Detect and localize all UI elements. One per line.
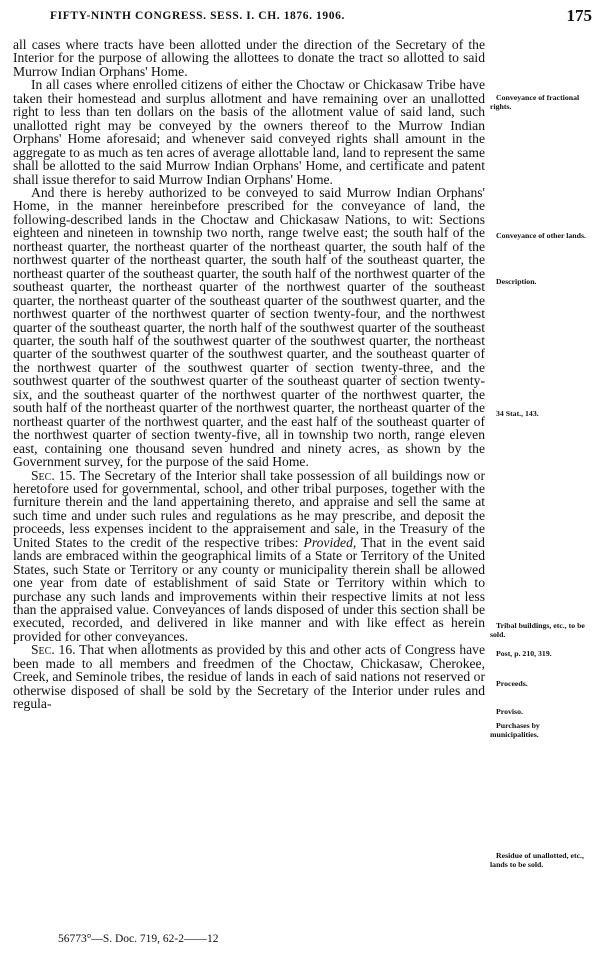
margin-note-tribal-buildings: Tribal buildings, etc., to be sold. <box>490 621 585 639</box>
margin-note-other-lands: Conveyance of other lands. <box>496 231 586 240</box>
margin-note-fractional-rights: Conveyance of fractional rights. <box>490 93 580 111</box>
paragraph-1: all cases where tracts have been allotted under the direction of the Secretary of the Interior for the purpose of allowing the allottees to donate the tract so allotted to said Murrow Indian Orphans' Home. <box>13 37 485 79</box>
running-head: FIFTY-NINTH CONGRESS. SESS. I. CH. 1876. 1906. <box>50 10 345 22</box>
margin-note-post-ref: Post, p. 210, 319. <box>496 649 552 658</box>
section-15-proviso-text: That in the event said lands are embraced within the geographical limits of a State or Territory of the United States, such State or Territory or any county or municipality therein shall be allowed one year from date of establishment of said State or Territory within which to purchase any such lands and improvements within their respective limits at not less than the appraised value. Conveyances of lands disposed of under this section shall be executed, recorded, and delivered in like manner and with like effect as herein provided for other conveyances. <box>13 534 485 644</box>
proviso-word: Provided, <box>303 534 357 550</box>
margin-note-proviso: Proviso. <box>496 707 523 716</box>
margin-note-stat-ref: 34 Stat., 143. <box>496 409 539 418</box>
footer-code: 56773°—S. Doc. 719, 62-2——12 <box>58 933 219 945</box>
margin-note-municipalities: Purchases by municipalities. <box>490 721 540 739</box>
statute-text <box>13 38 485 711</box>
section-16 <box>13 643 485 710</box>
paragraph-3: And there is hereby authorized to be conveyed to said Murrow Indian Orphans' Home, in the manner hereinbefore prescribed for the conveyance of land, the following-described lands in the Choctaw and Chickasaw Nations, to wit: Sections eighteen and nineteen in township two north, range twelve east; the south half of the northeast quarter, the northeast quarter of the northeast quarter, the south half of the northwest quarter of the northeast quarter, the south half of the southeast quarter, the northeast quarter of the southeast quarter, the south half of the northwest quarter of the southeast quarter, the northeast quarter of the northwest quarter of the southeast quarter, the northeast quarter of the southeast quarter of the southwest quarter, and the northwest quarter of the northwest quarter of section twenty-four, and the northwest quarter of the southeast quarter, the north half of the southwest quarter of the southeast quarter, the south half of the southwest quarter of the southwest quarter, the northeast quarter of the southwest quarter of the southwest quarter, and the southeast quarter of the northwest quarter of the southwest quarter of section twenty-three, and the southwest quarter of the southwest quarter of the southeast quarter of section twenty-six, and the southeast quarter of the northwest quarter of the northwest quarter, the south half of the northeast quarter of the northwest quarter, the northeast quarter of the northeast quarter of the northwest quarter, and the east half of the southeast quarter of the northwest quarter of section twenty-five, all in township two north, range eleven east, containing one thousand seven hundred and ninety acres, as shown by the Government survey, for the purpose of the said Home. <box>13 184 485 470</box>
page-number: 175 <box>566 6 592 25</box>
margin-note-residue: Residue of unallotted, etc., lands to be sold. <box>490 851 584 869</box>
page-header <box>10 6 594 28</box>
section-15-text: The Secretary of the Interior shall take possession of all buildings now or heretofore used for governmental, school, and other tribal purposes, together with the furniture therein and the land appertaining thereto, and appraise and sell the same at such time and under such rules and regulations as he may prescribe, and deposit the proceeds, less expenses incident to the appraisement and sale, in the Treasury of the United States to the credit of the respective tribes: <box>13 467 485 550</box>
margin-note-description: Description. <box>496 277 537 286</box>
margin-note-proceeds: Proceeds. <box>496 679 528 688</box>
section-16-text: That when allotments as provided by this and other acts of Congress have been made to all members and freedmen of the Choctaw, Chickasaw, Cherokee, Creek, and Seminole tribes, the residue of lands in each of said nations not reserved or otherwise disposed of shall be sold by the Secretary of the Interior under rules and regula- <box>13 642 485 712</box>
section-16-label: Sec. 16. <box>31 642 76 658</box>
section-15 <box>13 469 485 644</box>
paragraph-2: In all cases where enrolled citizens of either the Choctaw or Chickasaw Tribe have taken their homestead and surplus allotment and have remaining over an unallotted right to less than ten dollars on the basis of the allotment value of said land, such unallotted right may be conveyed by the owners thereof to the Murrow Indian Orphans' Home aforesaid; and whenever said conveyed rights shall amount in the aggregate to as much as ten acres of average allottable land, land to represent the same shall be allotted to the said Murrow Indian Orphans' Home, and certificate and patent shall issue therefor to said Murrow Indian Orphans' Home. <box>13 77 485 187</box>
section-15-label: Sec. 15. <box>31 467 76 483</box>
